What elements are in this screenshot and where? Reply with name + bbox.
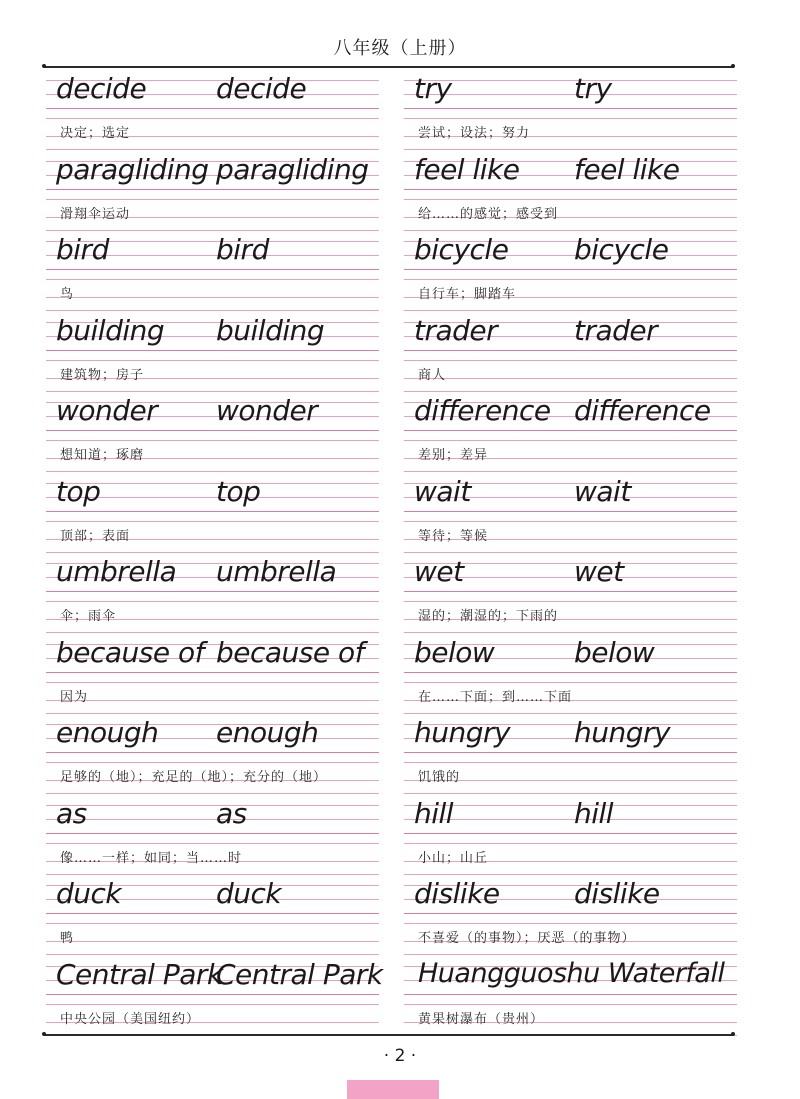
chinese-meaning: 顶部；表面	[60, 528, 131, 544]
vocabulary-entry	[46, 70, 379, 151]
vocabulary-word: top	[56, 474, 101, 508]
vocabulary-word-copy: hill	[574, 796, 614, 830]
vocabulary-word-copy: decide	[216, 72, 307, 105]
vocabulary-entry	[46, 151, 379, 232]
vocabulary-word-copy: enough	[216, 716, 319, 749]
vocabulary-word-copy: building	[216, 313, 325, 347]
chinese-meaning: 商人	[418, 367, 447, 383]
chinese-meaning: 足够的（地）；充足的（地）；充分的（地）	[60, 770, 328, 785]
chinese-meaning: 等待；等候	[418, 528, 489, 544]
chinese-meaning: 湿的；潮湿的；下雨的	[418, 609, 559, 624]
vocabulary-entry	[46, 956, 383, 1037]
vocabulary-word: paragliding	[56, 152, 209, 186]
vocabulary-word: trader	[414, 313, 498, 347]
vocabulary-entry	[46, 634, 379, 715]
vocabulary-word-copy: bird	[216, 233, 269, 266]
vocabulary-entry	[404, 392, 737, 473]
vocabulary-entry	[46, 553, 379, 634]
corner-dot	[42, 64, 46, 68]
vocabulary-word: building	[56, 313, 165, 347]
vocabulary-word: bird	[56, 233, 109, 266]
vocabulary-word: hill	[414, 796, 454, 830]
chinese-meaning: 像……一样；如同；当……时	[60, 850, 243, 866]
chinese-meaning: 小山；山丘	[418, 850, 489, 866]
chinese-meaning: 尝试；设法；努力	[418, 126, 531, 141]
chinese-meaning: 在……下面；到……下面	[418, 689, 573, 705]
vocabulary-word-copy: because of	[216, 635, 365, 669]
vocabulary-word-copy: as	[216, 796, 247, 830]
vocabulary-word: Huangguoshu Waterfall	[418, 957, 725, 989]
vocabulary-entry	[404, 473, 737, 554]
vocabulary-word: try	[414, 72, 452, 105]
vocabulary-word-copy: Central Park	[216, 957, 383, 991]
vocabulary-entry	[404, 553, 737, 634]
frame-bottom-rule	[44, 1034, 734, 1036]
vocabulary-word: below	[414, 635, 495, 669]
chinese-meaning: 鸟	[60, 287, 75, 302]
vocabulary-word-copy: difference	[574, 394, 711, 427]
vocabulary-word-copy: try	[574, 72, 612, 105]
chinese-meaning: 想知道；琢磨	[60, 448, 145, 463]
vocabulary-entry	[404, 875, 737, 956]
vocabulary-word: difference	[414, 394, 551, 427]
vocabulary-word-copy: below	[574, 635, 655, 669]
vocabulary-word: bicycle	[414, 233, 509, 266]
vocabulary-entry	[46, 875, 379, 956]
chinese-meaning: 饥饿的	[418, 770, 461, 785]
corner-dot	[42, 1032, 46, 1036]
page-number: · 2 ·	[383, 1046, 417, 1066]
left-vocabulary-column	[46, 70, 383, 1030]
chinese-meaning: 差别；差异	[418, 448, 489, 463]
vocabulary-word-copy: feel like	[574, 152, 680, 186]
vocabulary-word: decide	[56, 72, 147, 105]
vocabulary-word-copy: wait	[574, 474, 631, 508]
vocabulary-entry	[46, 714, 379, 795]
vocabulary-entry	[404, 634, 737, 715]
vocabulary-entry	[404, 231, 737, 312]
chinese-meaning: 建筑物；房子	[60, 367, 145, 383]
vocabulary-entry	[46, 795, 379, 876]
chinese-meaning: 伞；雨伞	[60, 609, 117, 624]
chinese-meaning: 中央公园（美国纽约）	[60, 1011, 201, 1027]
chinese-meaning: 自行车；脚踏车	[418, 287, 517, 302]
chinese-meaning: 黄果树瀑布（贵州）	[418, 1011, 545, 1027]
corner-dot	[731, 1032, 735, 1036]
vocabulary-word-copy: wet	[574, 555, 624, 588]
vocabulary-entry	[404, 795, 737, 876]
pink-tab	[347, 1080, 439, 1099]
chinese-meaning: 不喜爱（的事物）；厌恶（的事物）	[418, 931, 636, 946]
vocabulary-word-copy: dislike	[574, 877, 660, 910]
vocabulary-entry	[404, 151, 737, 232]
page-title: 八年级（上册）	[333, 38, 467, 59]
vocabulary-word: wait	[414, 474, 471, 508]
chinese-meaning: 决定；选定	[60, 126, 131, 141]
vocabulary-word: as	[56, 796, 87, 830]
vocabulary-word: because of	[56, 635, 205, 669]
vocabulary-word-copy: umbrella	[216, 555, 337, 588]
vocabulary-entry	[404, 956, 737, 1037]
chinese-meaning: 因为	[60, 689, 89, 705]
vocabulary-word-copy: hungry	[574, 716, 671, 749]
vocabulary-entry	[46, 231, 379, 312]
chinese-meaning: 鸭	[60, 931, 75, 946]
vocabulary-word: hungry	[414, 716, 511, 749]
vocabulary-word: Central Park	[56, 957, 223, 991]
vocabulary-word: enough	[56, 716, 159, 749]
corner-dot	[731, 64, 735, 68]
vocabulary-entry	[404, 70, 737, 151]
chinese-meaning: 给……的感觉；感受到	[418, 206, 559, 222]
vocabulary-word: feel like	[414, 152, 520, 186]
vocabulary-word: wonder	[56, 394, 158, 427]
vocabulary-entry	[46, 312, 379, 393]
frame-top-rule	[44, 66, 734, 68]
vocabulary-word-copy: wonder	[216, 394, 318, 427]
vocabulary-word: umbrella	[56, 555, 177, 588]
vocabulary-word-copy: duck	[216, 877, 282, 910]
vocabulary-entry	[404, 312, 737, 393]
chinese-meaning: 滑翔伞运动	[60, 206, 131, 222]
vocabulary-word-copy: top	[216, 474, 261, 508]
vocabulary-word-copy: paragliding	[216, 152, 369, 186]
vocabulary-entry	[46, 392, 379, 473]
vocabulary-word-copy: trader	[574, 313, 658, 347]
vocabulary-word-copy: bicycle	[574, 233, 669, 266]
vocabulary-entry	[46, 473, 379, 554]
vocabulary-entry	[404, 714, 737, 795]
vocabulary-word: duck	[56, 877, 122, 910]
vocabulary-word: dislike	[414, 877, 500, 910]
right-vocabulary-column	[404, 70, 737, 1030]
vocabulary-word: wet	[414, 555, 464, 588]
